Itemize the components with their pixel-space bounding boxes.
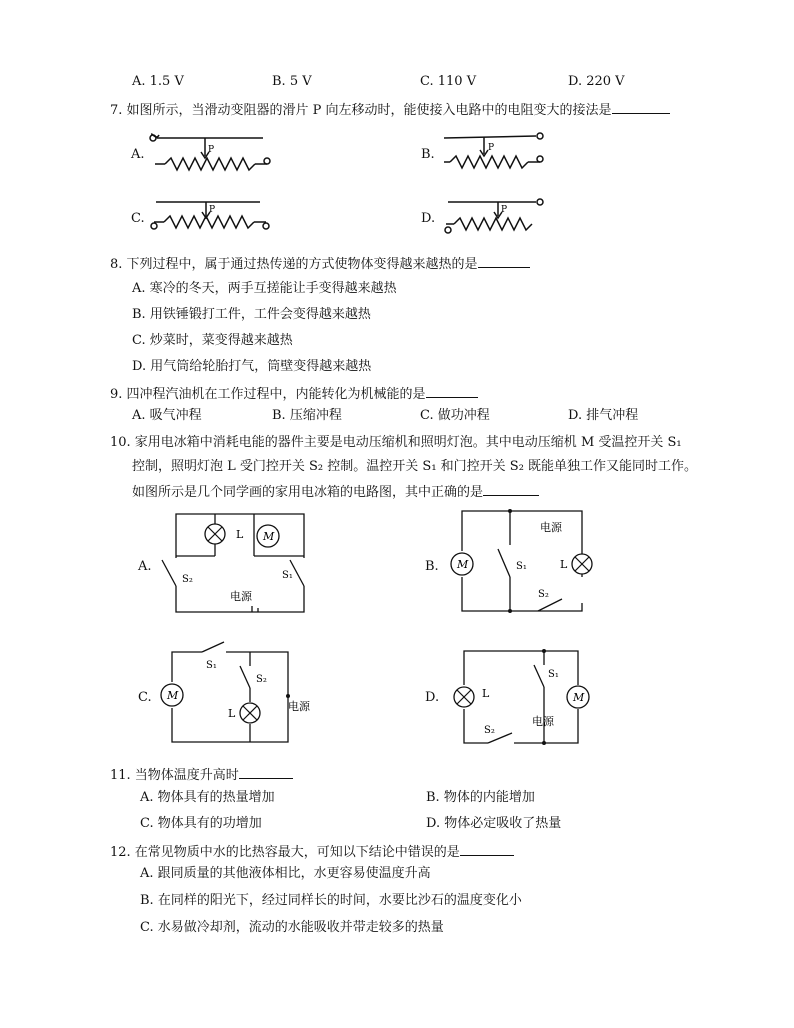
power-source-label: 电源 bbox=[230, 590, 252, 603]
motor-m-label: M bbox=[573, 691, 585, 704]
q11-option-b: B. 物体的内能增加 bbox=[426, 790, 535, 805]
q7-label-c: C. bbox=[131, 211, 145, 226]
switch-s2-label: S₂ bbox=[256, 674, 267, 685]
q11-option-d: D. 物体必定吸收了热量 bbox=[426, 816, 562, 831]
q10-line-3-text: 如图所示是几个同学画的家用电冰箱的电路图，其中正确的是 bbox=[132, 485, 484, 500]
q7-stem bbox=[110, 101, 670, 119]
answer-blank bbox=[426, 385, 478, 398]
lamp-l-label: L bbox=[482, 687, 490, 700]
lamp-l-label: L bbox=[236, 528, 244, 541]
motor-m-label: M bbox=[263, 530, 275, 543]
q10-label-b: B. bbox=[425, 559, 439, 574]
q11-stem-text: 11. 当物体温度升高时 bbox=[110, 768, 239, 783]
circuit-figure-d bbox=[448, 645, 598, 750]
q6-option-a: A. 1.5 V bbox=[132, 74, 184, 89]
q9-stem-text: 9. 四冲程汽油机在工作过程中，内能转化为机械能的是 bbox=[110, 387, 426, 402]
q8-option-c: C. 炒菜时，菜变得越来越热 bbox=[132, 333, 293, 348]
motor-m-label: M bbox=[167, 689, 179, 702]
lamp-l-label: L bbox=[228, 707, 236, 720]
power-source-label: 电源 bbox=[540, 521, 562, 534]
answer-blank bbox=[483, 483, 539, 496]
motor-m-label: M bbox=[457, 558, 469, 571]
q7-label-d: D. bbox=[421, 211, 436, 226]
slider-p-label: P bbox=[501, 205, 508, 215]
q12-option-a: A. 跟同质量的其他液体相比，水更容易使温度升高 bbox=[140, 866, 431, 881]
q8-option-a: A. 寒冷的冬天，两手互搓能让手变得越来越热 bbox=[132, 281, 397, 296]
answer-blank bbox=[460, 843, 514, 856]
q7-label-b: B. bbox=[421, 147, 435, 162]
rheostat-figure-b bbox=[440, 128, 550, 180]
circuit-figure-a bbox=[160, 508, 320, 618]
q6-option-b: B. 5 V bbox=[272, 74, 312, 89]
slider-p-label: P bbox=[488, 143, 495, 153]
slider-p-label: P bbox=[209, 205, 216, 215]
q6-option-c: C. 110 V bbox=[420, 74, 477, 89]
switch-s1-label: S₁ bbox=[282, 570, 293, 581]
q11-stem bbox=[110, 766, 293, 784]
rheostat-figure-c bbox=[148, 192, 273, 242]
q9-stem bbox=[110, 385, 478, 403]
circuit-figure-c bbox=[160, 638, 320, 750]
slider-p-label: P bbox=[208, 145, 215, 155]
lamp-l-label: L bbox=[560, 558, 568, 571]
switch-s1-label: S₁ bbox=[206, 660, 217, 671]
rheostat-figure-a bbox=[145, 130, 275, 180]
q6-option-d: D. 220 V bbox=[568, 74, 625, 89]
q10-line-1: 10. 家用电冰箱中消耗电能的器件主要是电动压缩机和照明灯泡。其中电动压缩机 M 受温控开关 S₁ bbox=[110, 435, 682, 450]
switch-s2-label: S₂ bbox=[182, 574, 193, 585]
q12-option-b: B. 在同样的阳光下，经过同样长的时间，水要比沙石的温度变化小 bbox=[140, 893, 522, 908]
power-source-label: 电源 bbox=[532, 715, 554, 728]
q10-label-c: C. bbox=[138, 690, 152, 705]
q11-option-c: C. 物体具有的功增加 bbox=[140, 816, 262, 831]
switch-s1-label: S₁ bbox=[516, 561, 527, 572]
circuit-figure-b bbox=[442, 505, 602, 617]
q12-stem-text: 12. 在常见物质中水的比热容最大，可知以下结论中错误的是 bbox=[110, 845, 460, 860]
q8-stem-text: 8. 下列过程中，属于通过热传递的方式使物体变得越来越热的是 bbox=[110, 257, 478, 272]
switch-s1-label: S₁ bbox=[548, 669, 559, 680]
q9-option-b: B. 压缩冲程 bbox=[272, 408, 342, 423]
q10-line-3 bbox=[132, 483, 539, 501]
q10-label-a: A. bbox=[138, 559, 152, 574]
switch-s2-label: S₂ bbox=[538, 589, 549, 600]
answer-blank bbox=[478, 255, 530, 268]
q9-option-c: C. 做功冲程 bbox=[420, 408, 490, 423]
q9-option-a: A. 吸气冲程 bbox=[132, 408, 202, 423]
q8-option-d: D. 用气筒给轮胎打气，筒壁变得越来越热 bbox=[132, 359, 372, 374]
q7-stem-text: 7. 如图所示，当滑动变阻器的滑片 P 向左移动时，能使接入电路中的电阻变大的接法是 bbox=[110, 103, 612, 118]
q11-option-a: A. 物体具有的热量增加 bbox=[140, 790, 275, 805]
q8-option-b: B. 用铁锤锻打工件，工件会变得越来越热 bbox=[132, 307, 371, 322]
power-source-label: 电源 bbox=[288, 700, 310, 713]
q12-stem bbox=[110, 843, 514, 861]
answer-blank bbox=[612, 101, 670, 114]
q10-label-d: D. bbox=[425, 690, 440, 705]
q7-label-a: A. bbox=[131, 147, 145, 162]
q12-option-c: C. 水易做冷却剂，流动的水能吸收并带走较多的热量 bbox=[140, 920, 444, 935]
q9-option-d: D. 排气冲程 bbox=[568, 408, 639, 423]
switch-s2-label: S₂ bbox=[484, 725, 495, 736]
q10-line-2: 控制，照明灯泡 L 受门控开关 S₂ 控制。温控开关 S₁ 和门控开关 S₂ 既能单独工作又能同时工作。 bbox=[132, 459, 698, 474]
answer-blank bbox=[239, 766, 293, 779]
rheostat-figure-d bbox=[440, 192, 550, 242]
q8-stem bbox=[110, 255, 530, 273]
